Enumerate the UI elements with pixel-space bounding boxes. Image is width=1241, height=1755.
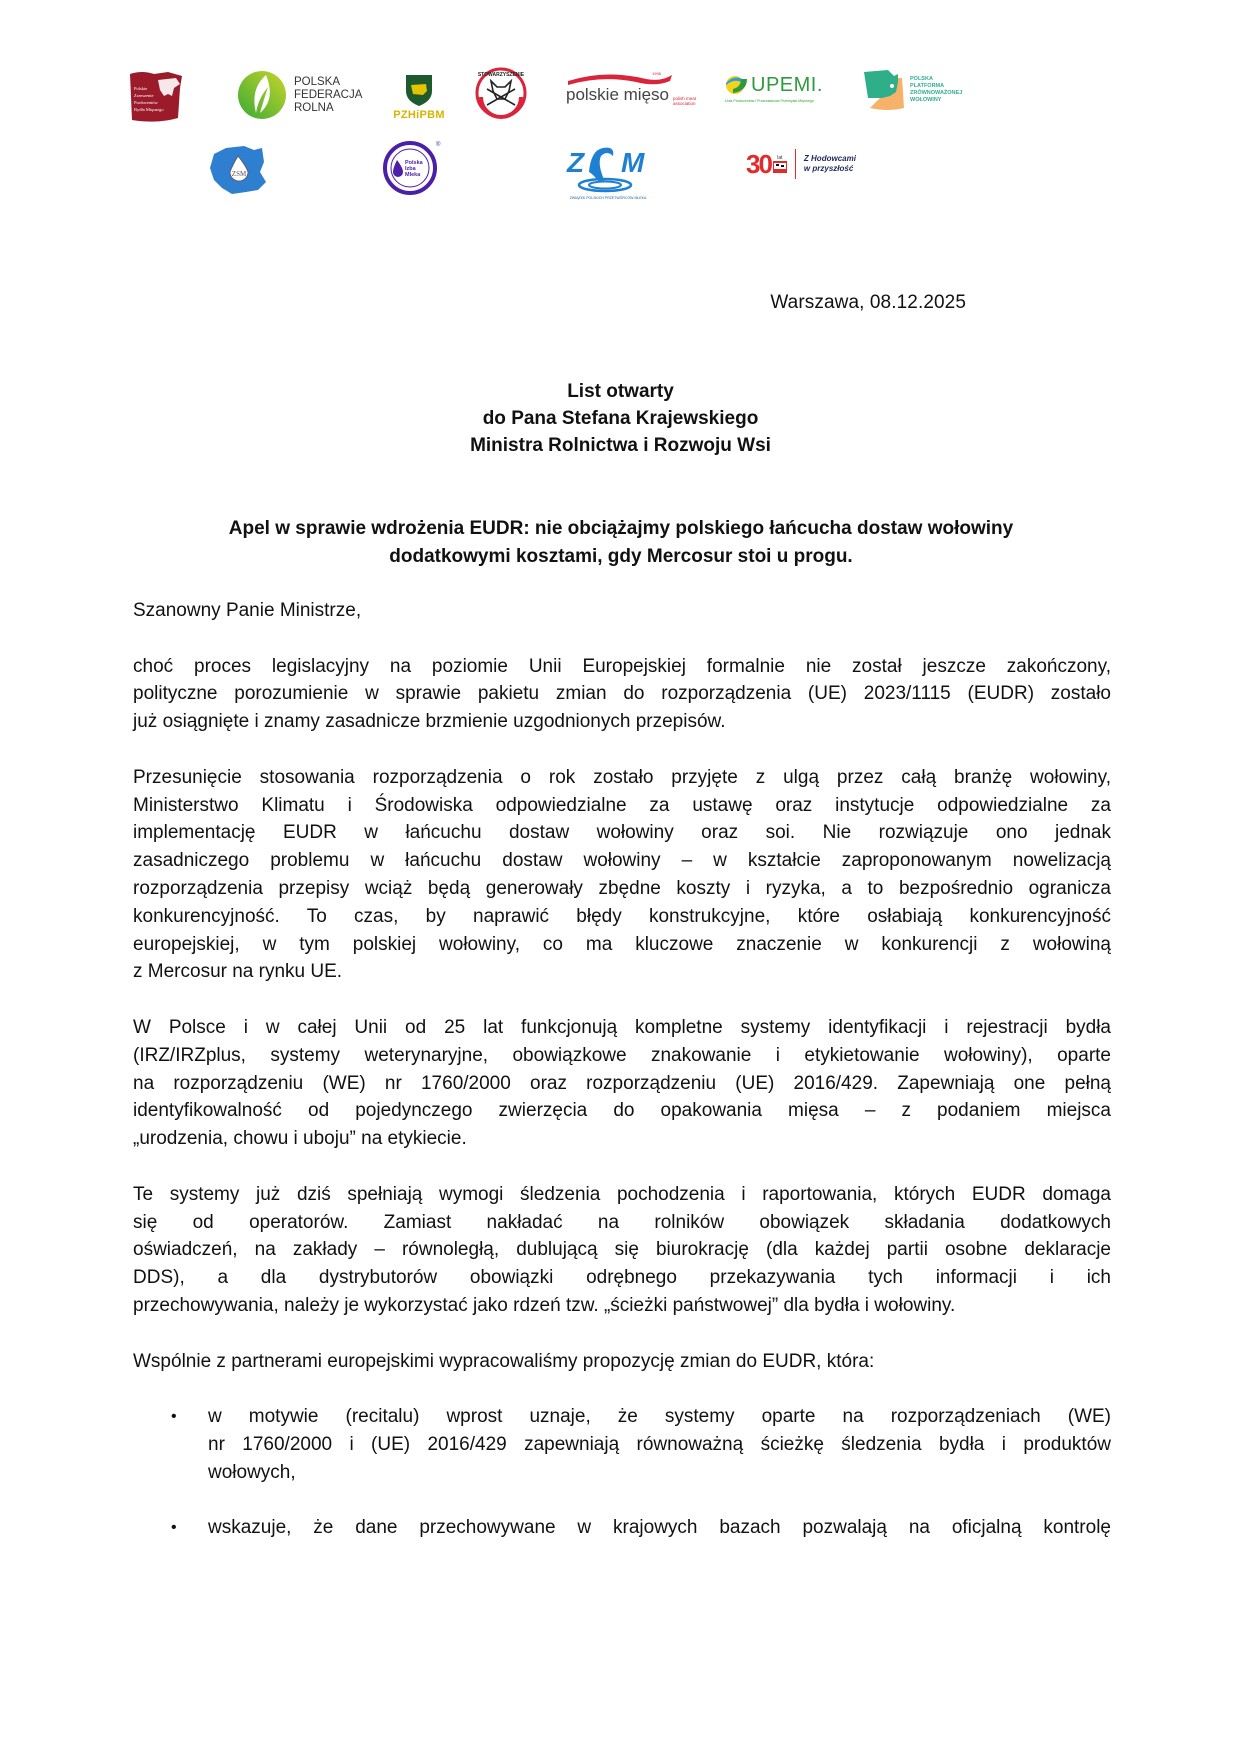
anniv-cow-icon <box>773 161 787 173</box>
subject-line-1: Apel w sprawie wdrożenia EUDR: nie obciążajmy polskiego łańcucha dostaw wołowiny <box>228 518 1014 539</box>
ppzw-map-cow-icon <box>862 68 906 112</box>
paragraph-line: implementację EUDR w łańcuchu dostaw wołowiny oraz soi. Nie rozwiązuje ono jednak <box>133 822 1111 844</box>
logo-polskie-mieso <box>566 68 706 108</box>
upemi-wordmark: UPEMI. <box>751 73 823 96</box>
svg-text:Z: Z <box>567 147 585 178</box>
svg-text:Mleka: Mleka <box>405 172 421 178</box>
paragraph-line: „urodzenia, chowu i uboju” na etykiecie. <box>133 1128 467 1150</box>
logo-pzhipbm <box>392 68 446 126</box>
logo-polska-federacja-rolna <box>236 66 366 124</box>
logo-pzpbm <box>128 68 184 124</box>
ppzw-line-4: WOŁOWINY <box>910 97 942 103</box>
svg-text:M: M <box>621 147 645 178</box>
svg-text:Bydła Mięsnego: Bydła Mięsnego <box>134 107 164 112</box>
paragraph-line: europejskiej, w tym polskiej wołowiny, co ma kluczowe znaczenie w konkurencji z wołowiną <box>133 933 1111 955</box>
paragraph-line: na rozporządzeniu (WE) nr 1760/2000 oraz rozporządzeniu (UE) 2016/429. Zapewniają one pełną <box>133 1072 1111 1094</box>
subject-line-2: dodatkowymi kosztami, gdy Mercosur stoi u progu. <box>389 546 853 567</box>
polskie-mieso-wordmark: polskie mięso <box>566 84 669 104</box>
paragraph-5 <box>133 1348 1111 1376</box>
svg-text:Izba: Izba <box>405 166 416 172</box>
zppm-milk-splash-icon <box>563 142 653 194</box>
paragraph-2 <box>133 764 1111 986</box>
pzhipbm-label: PZHiPBM <box>393 109 445 121</box>
partner-logos <box>0 0 1241 240</box>
title-line-2: do Pana Stefana Krajewskiego <box>482 408 759 429</box>
paragraph-line: identyfikowalność od pojedynczego zwierzęcia do opakowania mięsa – z podaniem miejsca <box>133 1100 1111 1122</box>
title-line-3: Ministra Rolnictwa i Rozwoju Wsi <box>470 435 771 456</box>
pzpbm-cow-banner-icon <box>128 68 184 124</box>
paragraph-line: Ministerstwo Klimatu i Środowiska odpowiedzialne za ustawę oraz instytucje odpowiedzialne za <box>133 794 1111 816</box>
list-item <box>133 1514 1111 1542</box>
anniv-line-2: w przyszłość <box>803 164 854 173</box>
logo-upemi <box>725 70 845 106</box>
pim-milk-drop-icon <box>382 138 444 196</box>
stowarzyszenie-bull-axes-icon <box>475 67 527 119</box>
title-line-1: List otwarty <box>567 381 674 402</box>
bullet-icon: • <box>171 1519 177 1537</box>
zppm-tagline: ZWIĄZEK POLSKICH PRZETWÓRCÓW MLEKA <box>569 196 647 200</box>
paragraph-1 <box>133 653 1111 736</box>
paragraph-line: konkurencyjność. To czas, by naprawić błędy konstrukcyjne, które osłabiają konkurencyjność <box>133 905 1111 927</box>
paragraph-line: Przesunięcie stosowania rozporządzenia o rok zostało przyjęte z ulgą przez całą branżę wołowiny, <box>133 766 1111 788</box>
polskie-mieso-tagline: polish meat association <box>673 95 697 106</box>
logo-zppm <box>560 140 656 202</box>
logo-30-lat-z-hodowcami <box>746 146 876 182</box>
pfr-line-1: POLSKA <box>294 75 341 88</box>
paragraph-line: DDS), a dla dystrybutorów obowiązki odrębnego przekazywania tych informacji i ich <box>133 1267 1111 1289</box>
proposal-list <box>133 1403 1111 1542</box>
logo-polska-izba-mleka <box>382 138 444 196</box>
anniv-number: 30 <box>746 148 771 179</box>
polskie-mieso-flag-swoosh-icon <box>566 71 676 85</box>
list-item-line: wołowych, <box>208 1461 296 1483</box>
paragraph-line: Te systemy już dziś spełniają wymogi śledzenia pochodzenia i raportowania, których EUDR domaga <box>133 1183 1111 1205</box>
paragraph-line: rozporządzenia przepisy wciąż będą generowały zbędne koszty i ryzyka, a to bezpośrednio ogranicza <box>133 877 1111 899</box>
svg-text:1998: 1998 <box>652 70 661 76</box>
pfr-leaf-icon <box>236 69 288 121</box>
paragraph-line: polityczne porozumienie w sprawie pakietu zmian do rozporządzenia (UE) 2023/1115 (EUDR) zostało <box>133 683 1111 705</box>
logo-platforma-zrownowazonej-wolowiny <box>862 66 984 114</box>
logo-zsm <box>208 144 268 196</box>
paragraph-line: już osiągnięte i znamy zasadnicze brzmienie uzgodnionych przepisów. <box>133 711 726 733</box>
paragraph-4 <box>133 1181 1111 1320</box>
paragraph-line: z Mercosur na rynku UE. <box>133 961 343 983</box>
paragraph-line: zasadniczego problemu w łańcuchu dostaw wołowiny – w kształcie zaproponowanym nowelizacją <box>133 850 1111 872</box>
anniv-lat: lat <box>777 155 783 161</box>
upemi-tagline: Unia Producentów i Pracodawców Przemysłu Mięsnego <box>725 98 814 103</box>
ppzw-line-3: ZRÓWNOWAŻONEJ <box>910 90 963 96</box>
svg-text:Zrzeszenie: Zrzeszenie <box>134 93 154 98</box>
svg-text:Polskie: Polskie <box>134 86 148 91</box>
anniv-line-1: Z Hodowcami <box>803 154 856 163</box>
list-item-line: nr 1760/2000 i (UE) 2016/429 zapewniają równoważną ścieżkę śledzenia bydła i produktów <box>208 1433 1111 1455</box>
logo-stowarzyszenie <box>474 66 528 120</box>
paragraph-line: oświadczeń, na zakłady – równoległą, dublującą się biurokrację (dla każdej partii osobne deklaracje <box>133 1239 1111 1261</box>
pfr-line-2: FEDERACJA <box>294 88 363 101</box>
upemi-emblem-icon <box>725 75 749 95</box>
list-item-line: wskazuje, że dane przechowywane w krajowych bazach pozwalają na oficjalną kontrolę <box>208 1517 1111 1539</box>
letter-date: Warszawa, 08.12.2025 <box>770 292 966 313</box>
anniv-divider <box>795 149 796 179</box>
svg-text:Polska: Polska <box>405 160 423 166</box>
svg-text:®: ® <box>436 142 441 148</box>
pfr-line-3: ROLNA <box>294 101 334 114</box>
paragraph-line: się od operatorów. Zamiast nakładać na rolników obowiązek składania dodatkowych <box>133 1211 1111 1233</box>
list-item-line: w motywie (recitalu) wprost uznaje, że systemy oparte na rozporządzeniach (WE) <box>208 1406 1111 1428</box>
paragraph-3 <box>133 1014 1111 1153</box>
greeting: Szanowny Panie Ministrze, <box>133 600 362 621</box>
zsm-poland-map-drop-icon <box>208 144 268 196</box>
paragraph-line: choć proces legislacyjny na poziomie Unii Europejskiej formalnie nie został jeszcze zakończony, <box>133 655 1111 677</box>
paragraph-line: (IRZ/IRZplus, systemy weterynaryjne, obowiązkowe znakowanie i etykietowanie wołowiny), oparte <box>133 1044 1111 1066</box>
ppzw-line-1: POLSKA <box>910 76 933 82</box>
letter-body <box>133 597 1111 1570</box>
paragraph-line: W Polsce i w całej Unii od 25 lat funkcjonują kompletne systemy identyfikacji i rejestracji bydła <box>133 1016 1111 1038</box>
paragraph-line: przechowywania, należy je wykorzystać jako rdzeń tzw. „ścieżki państwowej” dla bydła i wołowiny. <box>133 1294 956 1316</box>
letter-title <box>0 378 1241 459</box>
ppzw-line-2: PLATFORMA <box>910 83 945 89</box>
bullet-icon: • <box>171 1408 177 1426</box>
paragraph-line: Wspólnie z partnerami europejskimi wypracowaliśmy propozycję zmian do EUDR, która: <box>133 1350 875 1372</box>
svg-text:STOWARZYSZENIE: STOWARZYSZENIE <box>477 72 525 78</box>
svg-text:Producentów: Producentów <box>134 100 158 105</box>
svg-text:ZSM: ZSM <box>231 170 247 178</box>
pzhipbm-shield-icon <box>404 73 434 107</box>
letter-subject <box>120 515 1122 571</box>
list-item <box>133 1403 1111 1486</box>
